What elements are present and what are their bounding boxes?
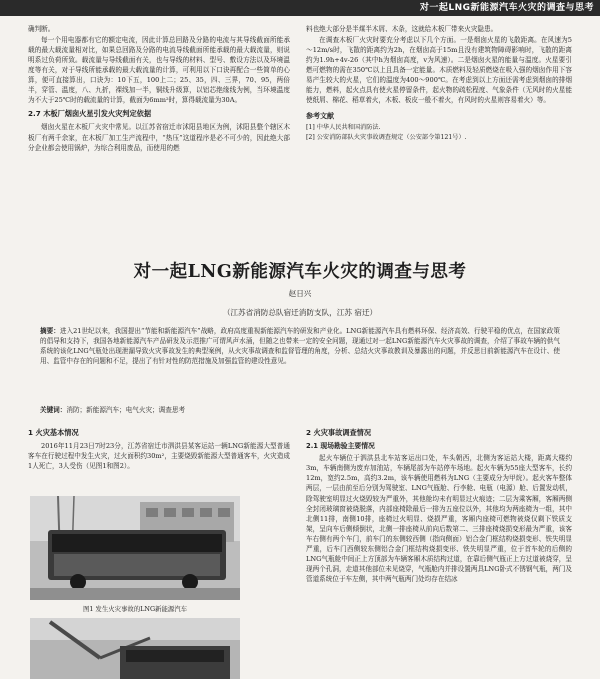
- abstract: [40, 326, 560, 366]
- references-heading: 参考文献: [306, 112, 334, 121]
- bus-photo-illustration: [30, 496, 240, 600]
- figure-1-caption: 图1 发生火灾事故的LNG新能源汽车: [82, 605, 188, 613]
- figure-1-photo: [30, 496, 240, 600]
- paragraph: 料也绝大部分是半煤半木屑、木条，这就给木板厂带来火灾隐患。: [306, 25, 498, 33]
- keywords: [40, 404, 560, 414]
- paragraph: 在调查木板厂火灾时要充分考虑以下几个方面。一是烟囱火星的飞散距离。在风速为5～12m/s时，飞散的距离约为2h，在烟囱高于15m且没有建筑物障碍影响时，飞散的距离约为1.9h+4v-26（其中h为烟囱高度，v为风速）。二是烟囱火星的能量与温度。火星要引燃可燃物的需在350℃以上且具备一定能量。木质燃料及轻质燃烧在吸入强的烟囱作用下容易产生较大的火星，它们的温度为400～900℃。在考虑到以上方面还需考虑到烟囱的排烟能力，燃料，起火点具有使火星停留条件，起火物的疏松程度、气象条件（无风时的火星能使纸屑、棉花、稻草着火，木板、板皮一般不着火，有风时的火星则容易着火）等。: [306, 35, 572, 105]
- section-1: [28, 424, 290, 472]
- paragraph: 确判断。: [28, 25, 55, 33]
- affiliation: （江苏省消防总队宿迁消防支队，江苏 宿迁）: [222, 308, 378, 317]
- section-2: [306, 424, 572, 585]
- reference-item: [1] 中华人民共和国消防法.: [306, 124, 381, 132]
- top-right-column: [306, 24, 572, 142]
- keywords-label: 关键词：: [40, 406, 67, 414]
- article-title: 对一起LNG新能源汽车火灾的调查与思考: [133, 262, 467, 282]
- paragraph: 每一个用电器都有它的额定电流，因此计算总回路及分路的电流与其导线截面所能承载的最大载流量相对比，如果总回路及分路的电流导线截面所能承载的最大载流量，则说明系过负荷所致。载流量与导线截面有关，也与导线的材料、型号、敷设方法以及环境温度等有关，对于导线所能承载的最大载流量的计算，可利用以下口诀再配合一些简单的心算，便可直接算出，口诀为：10下五，100上二；25、35，四、三界，70、95，两倍半，穿管、温度，八、九折，裸线加一半，铜线升级算，以铝芯绝缘线为例，当环境温度为不大于25℃时的载流量的计算，截面为6mm²时，算得载流量为30A。: [28, 35, 290, 105]
- abstract-label: 摘要：: [40, 327, 60, 335]
- keywords-text: 消防；新能源汽车；电气火灾；调查思考: [66, 406, 186, 414]
- section-heading-2: 2 火灾事故调查情况: [306, 428, 372, 437]
- paragraph: 烟囱火星在木板厂火灾中常见。以江苏省宿迁市沭阳县地区为例，沭阳县整个辖区木板厂有两千余家，在木板厂加工生产流程中，“热压”这道程序是必不可少的，因此绝大部分企业都会使用锅炉，为综合利用废品，而使用的燃: [28, 123, 290, 152]
- subsection-heading-2-1: 2.1 现场勘验主要情况: [306, 442, 375, 451]
- running-header: 对一起LNG新能源汽车火灾的调查与思考: [0, 0, 600, 16]
- section-heading-1: 1 火灾基本情况: [28, 428, 79, 437]
- abstract-text: 进入21世纪以来，我国提出“节能和新能源汽车”战略，政府高度重视新能源汽车的研发和产业化。LNG新能源汽车具有燃料环保、经济高效、行驶平稳的优点，在国家政策的倡导和支持下，我国各地新能源汽车产品研发及示范推广可谓风声水涌，但随之也带来一定的安全问题，现通过对一起LNG新能源汽车火灾事故的调查，介绍了事故车辆的供气系统的该化LNG气瓶处出现泄漏导致火灾事故发生的典型案例，从火灾事故调查和监督管理的角度，分析、总结火灾事故教训及暴露出的问题，并反思目前新能源汽车在设计、使用、监管中存在的问题和不足，提出了有针对性的防范措施及加强监管的建设性意见。: [40, 327, 561, 366]
- figure-2-photo: [30, 618, 240, 679]
- paragraph: 2016年11月23日7时23分，江苏省宿迁市泗洪县某客运站一辆LNG新能源大型普通客车在行驶过程中发生火灾，过火面积约30m²，主要烧毁新能源大型普通客车，火灾造成1人死亡，3人受伤（见图1和图2）。: [28, 442, 290, 471]
- author: 赵日兴: [288, 289, 312, 298]
- section-heading-2-7: 2.7 木板厂烟囱火星引发火灾判定依据: [28, 109, 152, 119]
- paragraph: 起火车辆位于泗洪县北车站客运出口处，车头朝西，北侧为客运站大楼，距离大楼约3m，车辆南侧为废弃加油站，车辆尾部为车站停车场地。起火车辆为55座大型客车，长约12m，宽约2.5m，高约3.2m，该车辆使用燃料为LNG（主要成分为甲烷）。起火客车整体两层，一层由前至后分别为驾驶室、LNG气瓶舱、行李舱、电瓶（电源）舱、后置发动机，除驾驶室明显过火烧毁较为严重外，其他舱均未有明显过火痕迹；二层为乘客厢，客厢两侧全封闭玻璃窗被烧脱落，内部座椅除最后一排为五座位以外，其他均为两座椅为一组，其中北侧11排，南侧10排，座椅过火明显、烧损严重，客厢内座椅可燃物被烧仅剩下铁质支架，呈向车后侧倾倒状，北侧一排座椅从前向后数第二、三排座椅烧损变形最为严重，该客车右侧有两个车门，前车门的东侧较西侧（指向侧面）铝合金门框结构烧损变形、铁失明显严重，后车门西侧较东侧铝合金门框结构烧损变形、铁失明显严重，位于首车轮的后侧的LNG气瓶舱中间正上方顶部为车辆客厢木质结构过道，在靠后侧气瓶正上方过道被烧穿，呈现两个孔洞，走道其他部位未见烧穿，气瓶舱内并排设置两具LNG卧式不锈钢气瓶，两门及管道系统位于车左侧，其中两气瓶两门处均存在结冰: [306, 454, 572, 584]
- top-left-column: [28, 24, 290, 153]
- fire-scene-illustration: [30, 618, 240, 679]
- reference-item: [2] 公安消防部队火灾事故调查规定（公安部令第121号）.: [306, 133, 467, 141]
